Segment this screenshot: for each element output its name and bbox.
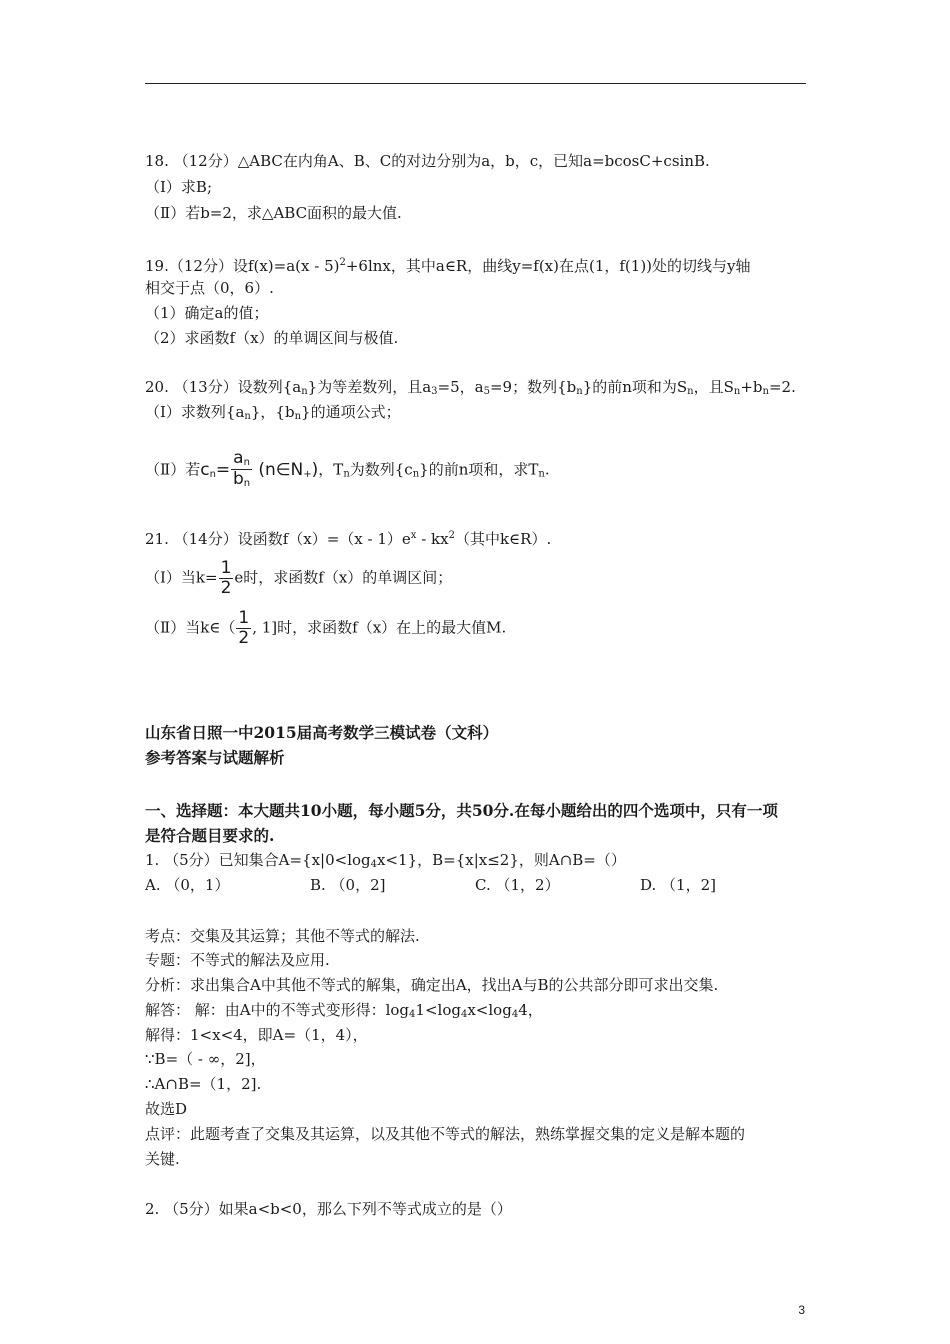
page-number: 3: [798, 1303, 805, 1317]
q1-option-c: C. （1，2）: [475, 876, 560, 894]
q2-stem: 2. （5分）如果a<b<0，那么下列不等式成立的是（）: [145, 1200, 512, 1218]
q20-fraction: $\frac{a_n}{b_n}$: [232, 448, 251, 489]
q21-part1: （Ⅰ）当k= $\frac{1}{2}$ e时，求函数f（x）的单调区间；: [145, 558, 453, 598]
section1-heading: 一、选择题：本大题共10小题，每小题5分，共50分.在每小题给出的四个选项中，只有一项: [145, 801, 778, 820]
q1-option-d: D. （1，2]: [640, 876, 716, 894]
q19-stem-cont: 相交于点（0，6）.: [145, 279, 274, 297]
q1-fenxi: 分析：求出集合A中其他不等式的解集，确定出A，找出A与B的公共部分即可求出交集.: [145, 976, 719, 994]
answers-title: 山东省日照一中2015届高考数学三模试卷（文科）: [145, 723, 499, 742]
q18-stem: 18. （12分）△ABC在内角A、B、C的对边分别为a，b，c，已知a=bcosC+csinB.: [145, 152, 710, 170]
q20-stem: 20. （13分）设数列$\{a_n\}$为等差数列，且$a_3=5$，$a_5=9$；数列$\{b_n\}$的前n项和为$S_n$，且$S_n+b_n=2$.: [145, 378, 796, 397]
q1-jieda-4: ∴A∩B=（1，2].: [145, 1075, 262, 1093]
q21-fraction-half: $\frac{1}{2}$: [220, 558, 232, 598]
q21-stem: 21. （14分）设函数$f(x)=(x - 1)e^x - kx^2$（其中k∈R）.: [145, 530, 552, 548]
q1-comment: 点评：此题考查了交集及其运算，以及其他不等式的解法，熟练掌握交集的定义是解本题的: [145, 1125, 746, 1143]
q20-part1: （Ⅰ）求数列$\{a_n\}$，$\{b_n\}$的通项公式；: [145, 403, 401, 422]
q18-part2: （Ⅱ）若b=2，求△ABC面积的最大值.: [145, 204, 402, 222]
q1-jieda-2: 解得：1<x<4，即A=（1，4），: [145, 1026, 368, 1044]
q19-part2: （2）求函数f（x）的单调区间与极值.: [145, 329, 399, 347]
header-rule: [145, 83, 806, 84]
q1-option-a: A. （0，1）: [145, 876, 230, 894]
q19-stem: 19.（12分）设f(x)=a(x - 5)$^2$+6lnx，其中a∈R，曲线y=f(x)在点(1，f(1))处的切线与y轴: [145, 257, 751, 275]
q20-formula: $c_n=$ $\frac{a_n}{b_n}$ $(n\in N_+)$: [200, 448, 319, 489]
q21-part2: （Ⅱ）当k∈（ $\frac{1}{2}$ , 1]时，求函数f（x）在上的最大值M.: [145, 608, 507, 648]
section1-heading-cont: 是符合题目要求的.: [145, 826, 275, 845]
q20-part2: （Ⅱ）若$c_n=$ $\frac{a_n}{b_n}$ $(n\in N_+)$，$T_n$为数列$\{c_n\}$的前n项和，求$T_n$.: [145, 448, 550, 489]
q1-jieda-3: ∵B=（ - ∞，2]，: [145, 1050, 266, 1068]
q21-fraction-half-2: $\frac{1}{2}$: [238, 608, 250, 648]
q19-part1: （1）确定a的值；: [145, 304, 269, 322]
q1-option-b: B. （0，2]: [310, 876, 386, 894]
q1-answer: 故选D: [145, 1100, 188, 1118]
q1-jieda: 解答： 解：由A中的不等式变形得：$\log_41<\log_4x<\log_44$，: [145, 1001, 543, 1020]
q1-kaodian: 考点：交集及其运算；其他不等式的解法.: [145, 927, 420, 945]
q1-stem: 1. （5分）已知集合$A=\{x|0<\log_4x<1\}$，B={x|x≤2}，则A∩B=（）: [145, 851, 626, 870]
answers-subtitle: 参考答案与试题解析: [145, 748, 285, 767]
q1-zhuanti: 专题：不等式的解法及应用.: [145, 951, 330, 969]
q18-part1: （Ⅰ）求B;: [145, 178, 213, 196]
q1-comment-cont: 关键.: [145, 1150, 180, 1168]
